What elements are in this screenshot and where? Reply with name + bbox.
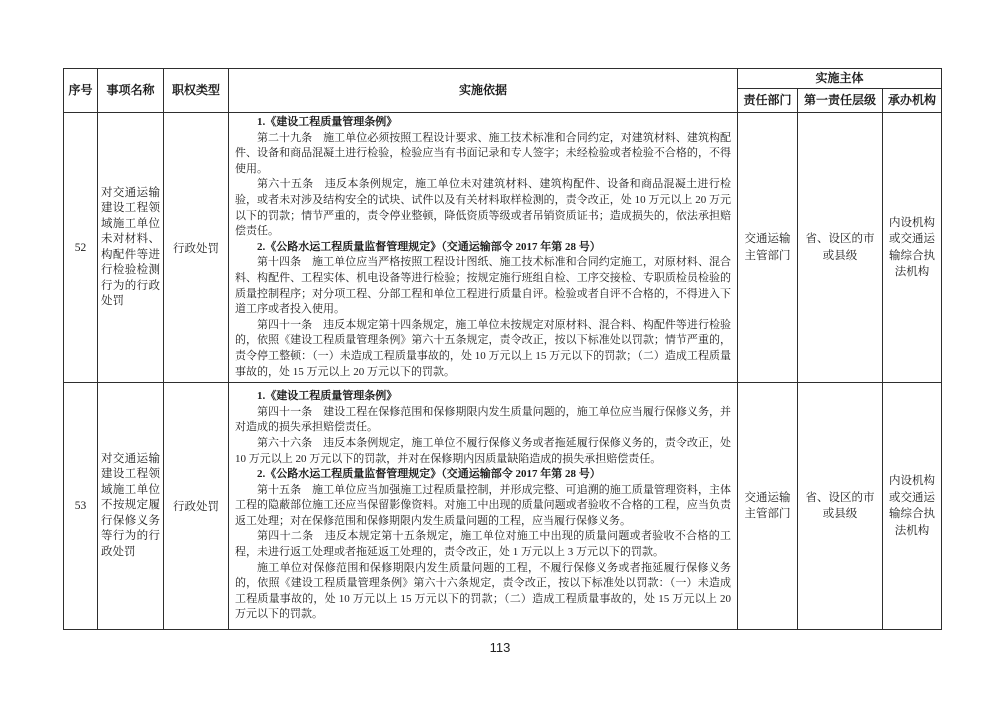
undertaking-agency-cell: 内设机构或交通运输综合执法机构 bbox=[883, 383, 942, 630]
legal-ref-title: 1.《建设工程质量管理条例》 bbox=[257, 390, 398, 403]
implementation-basis-cell bbox=[229, 383, 738, 630]
legal-paragraph: 第四十一条 违反本规定第十四条规定，施工单位未按规定对原材料、混合料、构配件等进行检验的，依照《建设工程质量管理条例》第六十五条规定，责令改正，按以下标准处以罚款；情节严重的，责令停工整顿：（一）未造成工程质量事故的，处 10 万元以上 15 万元以下的罚款；（二）造成工程质量事故的，处 15 万元以上 20 万元以下的罚款。 bbox=[235, 318, 731, 378]
responsible-department-cell: 交通运输主管部门 bbox=[738, 113, 798, 383]
legal-ref-title: 2.《公路水运工程质量监督管理规定》（交通运输部令 2017 年第 28 号） bbox=[257, 240, 601, 253]
item-name-cell bbox=[98, 383, 164, 630]
header-serial-number: 序号 bbox=[64, 69, 98, 113]
header-undertaking-agency: 承办机构 bbox=[883, 89, 942, 113]
legal-paragraph: 第二十九条 施工单位必须按照工程设计要求、施工技术标准和合同约定，对建筑材料、建筑构配件、设备和商品混凝土进行检验，检验应当有书面记录和专人签字；未经检验或者检验不合格的，不得使用。 bbox=[235, 131, 731, 175]
legal-paragraph: 施工单位对保修范围和保修期限内发生质量问题的工程，不履行保修义务或者拖延履行保修义务的，依照《建设工程质量管理条例》第六十六条规定，责令改正，按以下标准处以罚款：（一）未造成工程质量事故的，处 10 万元以上 15 万元以下的罚款；（二）造成工程质量事故的，处 15 万元以上 20 万元以下的罚款。 bbox=[235, 561, 731, 621]
implementation-basis-cell bbox=[229, 113, 738, 383]
header-implementation-basis: 实施依据 bbox=[229, 69, 738, 113]
legal-ref-title: 2.《公路水运工程质量监督管理规定》（交通运输部令 2017 年第 28 号） bbox=[257, 468, 601, 481]
table-header-row-group bbox=[64, 69, 942, 89]
table-row-53 bbox=[64, 383, 942, 630]
page-number: 113 bbox=[489, 640, 511, 655]
item-name-text: 对交通运输建设工程领域施工单位未对材料、构配件等进行检验检测行为的行政处罚 bbox=[101, 186, 160, 308]
authority-matrix-table bbox=[63, 68, 942, 630]
serial-number-cell: 52 bbox=[64, 113, 98, 383]
table-row-52 bbox=[64, 113, 942, 383]
item-name-cell bbox=[98, 113, 164, 383]
header-authority-type: 职权类型 bbox=[164, 69, 229, 113]
responsible-department-cell: 交通运输主管部门 bbox=[738, 383, 798, 630]
authority-type-cell: 行政处罚 bbox=[164, 113, 229, 383]
header-implementation-subject-group: 实施主体 bbox=[738, 69, 942, 89]
legal-paragraph: 第六十五条 违反本条例规定，施工单位未对建筑材料、建筑构配件、设备和商品混凝土进行检验，或者未对涉及结构安全的试块、试件以及有关材料取样检测的，责令改正，处 10 万元以上 20 万元以下的罚款；情节严重的，责令停业整顿，降低资质等级或者吊销资质证书；造成损失的，依法承担赔偿责任。 bbox=[235, 178, 731, 238]
legal-paragraph: 第十四条 施工单位应当严格按照工程设计图纸、施工技术标准和合同约定施工，对原材料、混合料、构配件、工程实体、机电设备等进行检验；按规定施行班组自检、工序交接检、专职质检员检验的质量控制程序；对分项工程、分部工程和单位工程进行质量自评。检验或者自评不合格的，不得进入下道工序或者投入使用。 bbox=[235, 256, 731, 316]
header-item-name: 事项名称 bbox=[98, 69, 164, 113]
legal-paragraph: 第四十一条 建设工程在保修范围和保修期限内发生质量问题的，施工单位应当履行保修义务，并对造成的损失承担赔偿责任。 bbox=[235, 405, 731, 434]
legal-paragraph: 第十五条 施工单位应当加强施工过程质量控制，并形成完整、可追溯的施工质量管理资料，主体工程的隐蔽部位施工还应当保留影像资料。对施工中出现的质量问题或者验收不合格的工程，应当负责返工处理；对在保修范围和保修期限内发生质量问题的工程，应当履行保修义务。 bbox=[235, 483, 731, 527]
serial-number-cell: 53 bbox=[64, 383, 98, 630]
header-first-responsibility-level: 第一责任层级 bbox=[798, 89, 883, 113]
undertaking-agency-cell: 内设机构或交通运输综合执法机构 bbox=[883, 113, 942, 383]
item-name-text: 对交通运输建设工程领域施工单位不按规定履行保修义务等行为的行政处罚 bbox=[101, 452, 160, 558]
authority-type-cell: 行政处罚 bbox=[164, 383, 229, 630]
responsibility-level-cell: 省、设区的市或县级 bbox=[798, 383, 883, 630]
responsibility-level-cell: 省、设区的市或县级 bbox=[798, 113, 883, 383]
legal-ref-title: 1.《建设工程质量管理条例》 bbox=[257, 116, 398, 128]
header-responsible-department: 责任部门 bbox=[738, 89, 798, 113]
legal-paragraph: 第四十二条 违反本规定第十五条规定，施工单位对施工中出现的质量问题或者验收不合格的工程，未进行返工处理或者拖延返工处理的，责令改正，处 1 万元以上 3 万元以下的罚款。 bbox=[235, 530, 731, 559]
legal-paragraph: 第六十六条 违反本条例规定，施工单位不履行保修义务或者拖延履行保修义务的，责令改正，处 10 万元以上 20 万元以下的罚款，并对在保修期内因质量缺陷造成的损失承担赔偿责任。 bbox=[235, 436, 731, 465]
